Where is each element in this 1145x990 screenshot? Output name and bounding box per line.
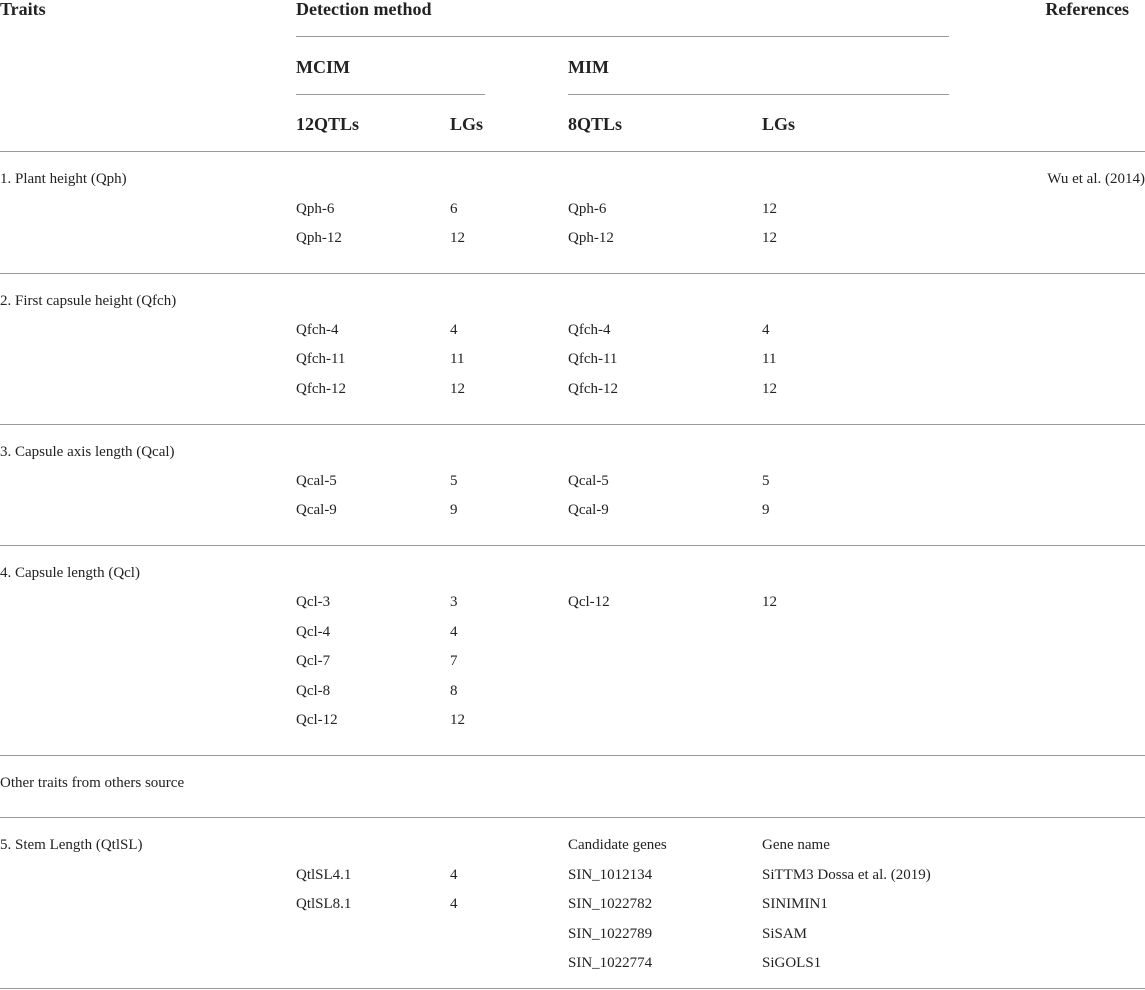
mcim-lg: 12 [450,381,465,397]
gene-name: SiTTM3 Dossa et al. (2019) [762,867,931,883]
mim-lg: 12 [762,381,777,397]
mcim-qtl: Qph-6 [296,201,335,217]
trait-label: 1. Plant height (Qph) [0,171,127,187]
header-mim-qtls: 8QTLs [568,114,623,134]
mcim-lg: 9 [450,502,458,518]
mcim-qtl: Qcal-9 [296,502,337,518]
mim-qtl: Qcal-5 [568,473,609,489]
mcim-lg: 4 [450,867,458,883]
trait-label: 3. Capsule axis length (Qcal) [0,444,175,460]
mim-lg: 5 [762,473,770,489]
gene-name: SiSAM [762,926,808,942]
candidate-genes-label: Candidate genes [568,837,667,853]
gene-name: SiGOLS1 [762,955,822,971]
mim-lg: 4 [762,322,770,338]
mim-qtl: Qfch-11 [568,351,618,367]
mcim-lg: 4 [450,624,458,640]
mcim-qtl: Qcl-8 [296,683,331,699]
rule-mcim [296,94,485,95]
mcim-qtl: Qcal-5 [296,473,337,489]
mcim-lg: 12 [450,230,465,246]
gene-name: SINIMIN1 [762,896,828,912]
mim-lg: 12 [762,594,777,610]
trait-label: 2. First capsule height (Qfch) [0,293,177,309]
mim-qtl: Qcl-12 [568,594,610,610]
section-divider [0,545,1145,546]
header-traits: Traits [0,0,46,19]
candidate-gene: SIN_1012134 [568,867,653,883]
mcim-qtl: Qfch-4 [296,322,339,338]
mim-qtl: Qfch-4 [568,322,611,338]
mcim-lg: 12 [450,712,465,728]
mim-qtl: Qph-6 [568,201,607,217]
candidate-gene: SIN_1022774 [568,955,653,971]
rule-detection-method [296,36,949,37]
section-divider [0,817,1145,818]
mcim-qtl: Qfch-11 [296,351,346,367]
trait-label: 4. Capsule length (Qcl) [0,565,140,581]
mcim-qtl: Qfch-12 [296,381,346,397]
mim-lg: 11 [762,351,777,367]
rule-mim [568,94,949,95]
gene-name-label: Gene name [762,837,830,853]
mcim-qtl: Qcl-4 [296,624,331,640]
mcim-qtl: Qcl-12 [296,712,338,728]
header-references: References [1045,0,1129,19]
other-traits-label: Other traits from others source [0,775,185,791]
mcim-qtl: Qcl-3 [296,594,331,610]
mim-qtl: Qph-12 [568,230,614,246]
mcim-lg: 3 [450,594,458,610]
mcim-qtl: Qph-12 [296,230,342,246]
mim-qtl: Qfch-12 [568,381,618,397]
reference-citation: Wu et al. (2014) [1047,171,1145,187]
mcim-lg: 6 [450,201,458,217]
header-detection-method: Detection method [296,0,432,19]
section-divider [0,424,1145,425]
header-mim-lgs: LGs [762,114,796,134]
candidate-gene: SIN_1022789 [568,926,653,942]
mim-lg: 12 [762,201,777,217]
table-bottom-rule [0,988,1145,989]
section-divider [0,755,1145,756]
mcim-lg: 11 [450,351,465,367]
mcim-qtl: QtlSL4.1 [296,867,352,883]
mcim-qtl: Qcl-7 [296,653,331,669]
trait-label: 5. Stem Length (QtlSL) [0,837,143,853]
mim-lg: 12 [762,230,777,246]
rule-header-bottom [0,151,1145,152]
header-mcim: MCIM [296,57,350,77]
header-mcim-qtls: 12QTLs [296,114,360,134]
mim-qtl: Qcal-9 [568,502,609,518]
header-mcim-lgs: LGs [450,114,484,134]
section-divider [0,273,1145,274]
mim-lg: 9 [762,502,770,518]
mcim-qtl: QtlSL8.1 [296,896,352,912]
mcim-lg: 4 [450,322,458,338]
mcim-lg: 4 [450,896,458,912]
mcim-lg: 7 [450,653,458,669]
header-mim: MIM [568,57,609,77]
mcim-lg: 8 [450,683,458,699]
candidate-gene: SIN_1022782 [568,896,653,912]
mcim-lg: 5 [450,473,458,489]
